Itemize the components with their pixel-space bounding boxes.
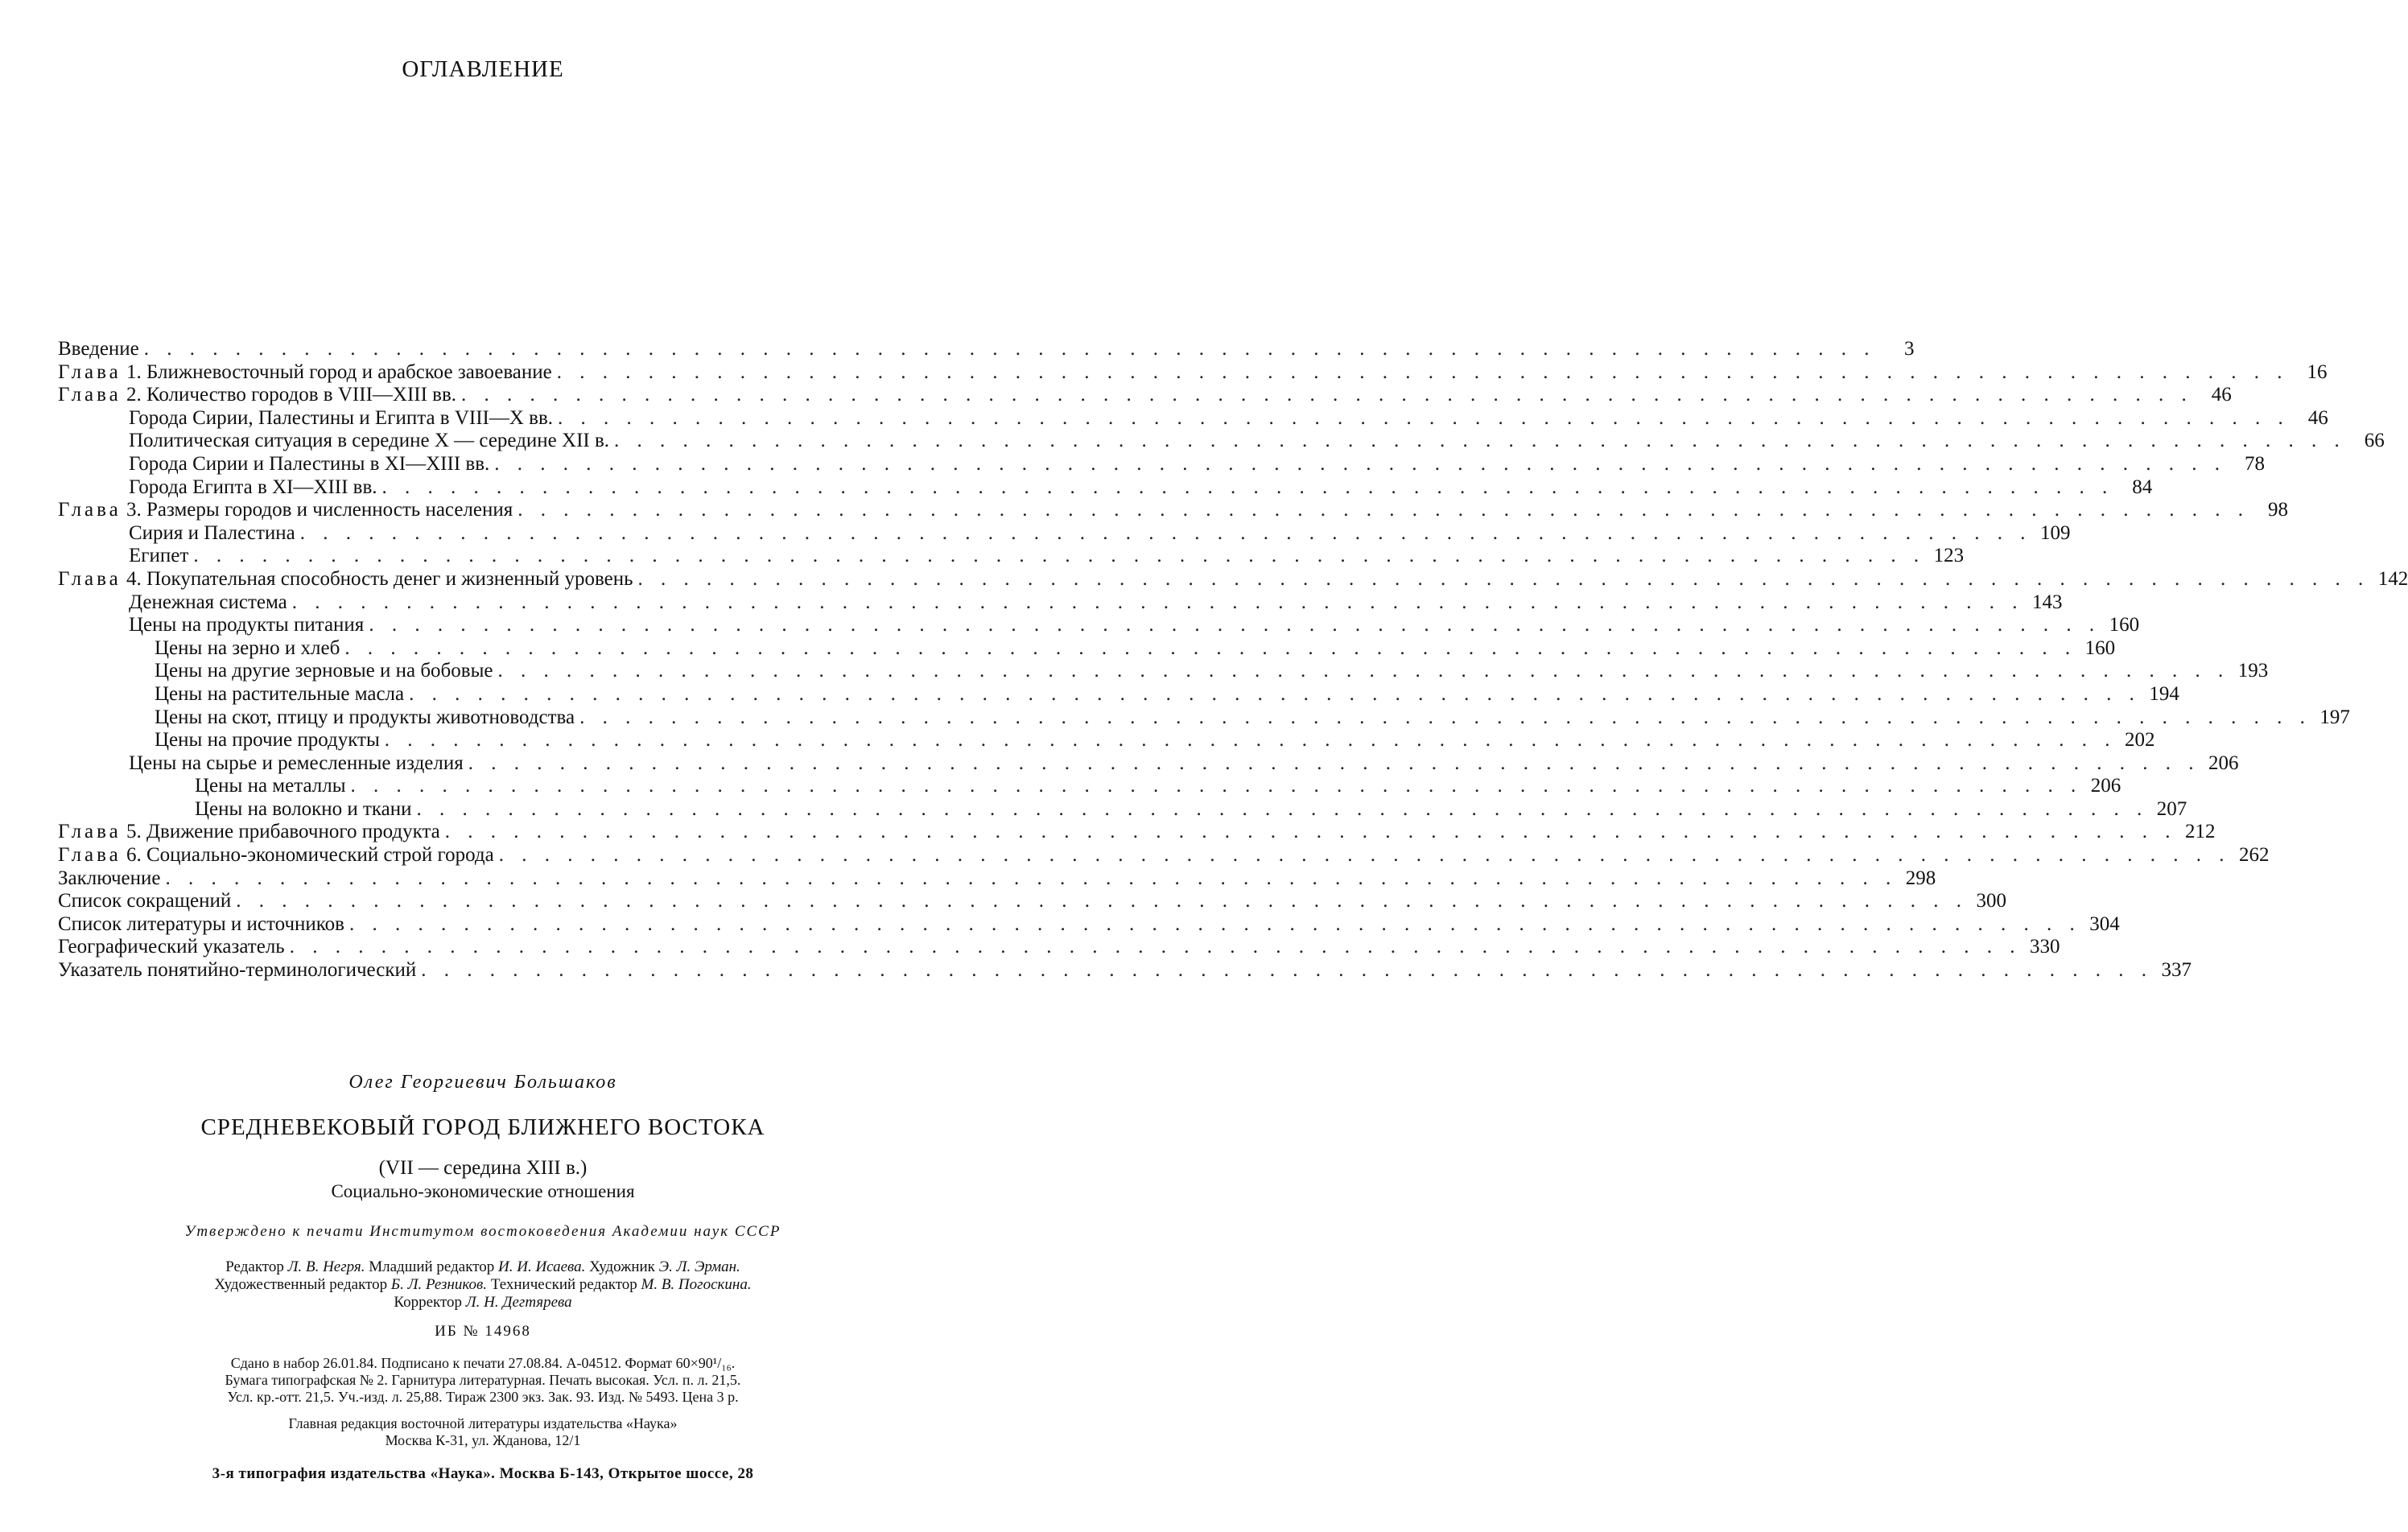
- toc-entry-label: [155, 729, 380, 752]
- credit-role: Технический редактор: [487, 1276, 641, 1293]
- toc-entry: [58, 821, 2216, 844]
- toc-page-number: 337: [2161, 959, 2192, 982]
- toc-leader-dots: [417, 798, 2149, 822]
- toc-entry-label: [129, 545, 188, 568]
- approval-line: Утверждено к печати Институтом востоковедения Академии наук СССР: [184, 1223, 781, 1240]
- toc-leader-dots: [468, 752, 2200, 776]
- toc-entry: [58, 959, 2192, 982]
- toc-entry-text: Цены на зерно и хлеб: [155, 636, 340, 659]
- toc-page-number: 143: [2032, 591, 2063, 613]
- editors-credits: [52, 1258, 913, 1312]
- toc-entry-text: 2. Количество городов в VIII—XIII вв.: [121, 384, 457, 406]
- toc-entry-text: Цены на продукты питания: [129, 614, 365, 636]
- toc-entry-text: Египет: [129, 545, 189, 567]
- toc-page-number: 298: [1905, 867, 1936, 889]
- toc-leader-dots: [344, 637, 2076, 661]
- toc-entry-label: [129, 522, 295, 546]
- toc-entry-label: [58, 568, 633, 591]
- toc-entry-text: Введение: [58, 338, 139, 360]
- toc-entry: [58, 384, 2232, 407]
- toc-leader-dots: [409, 683, 2141, 706]
- toc-entry: [58, 499, 2288, 522]
- toc-entry-label: [129, 407, 553, 430]
- print-details: [52, 1355, 913, 1406]
- toc-entry-text: Список сокращений: [58, 890, 232, 912]
- toc-entry: [58, 406, 2328, 430]
- toc-page-number: 212: [2185, 821, 2216, 843]
- toc-page-number: 160: [2109, 614, 2140, 636]
- toc-leader-dots: [292, 591, 2024, 615]
- toc-entry-label: [58, 936, 285, 959]
- toc-entry-text: Цены на сырье и ремесленные изделия: [129, 752, 464, 774]
- toc-page-number: 207: [2156, 797, 2187, 820]
- toc-page-number: 98: [2268, 499, 2288, 521]
- toc-entry: [58, 614, 2140, 637]
- toc-entry-label: [58, 867, 161, 891]
- toc-leader-dots: [351, 775, 2083, 798]
- toc-leader-dots: [421, 959, 2153, 982]
- toc-heading: ОГЛАВЛЕНИЕ: [402, 56, 564, 82]
- toc-entry: [58, 775, 2121, 798]
- toc-leader-dots: [144, 338, 1876, 361]
- toc-entry-text: Цены на растительные масла: [155, 682, 405, 705]
- toc-chapter-prefix: Глава: [58, 360, 122, 383]
- book-title: СРЕДНЕВЕКОВЫЙ ГОРОД БЛИЖНЕГО ВОСТОКА: [200, 1114, 765, 1140]
- credit-role: Художественный редактор: [214, 1276, 391, 1293]
- imprint-block: [0, 1054, 966, 1483]
- toc-chapter-prefix: Глава: [58, 384, 122, 406]
- toc-entry-label: [129, 430, 609, 453]
- toc-entry: [58, 338, 1915, 361]
- credit-role: Редактор: [225, 1258, 288, 1275]
- toc-entry-text: Денежная система: [129, 591, 287, 613]
- credit-person: Э. Л. Эрман.: [658, 1258, 740, 1275]
- toc-entry: [58, 797, 2187, 822]
- book-subtitle-2: Социально-экономические отношения: [331, 1181, 635, 1201]
- credit-person: Л. В. Негря.: [287, 1258, 365, 1275]
- toc-page-number: 78: [2245, 452, 2266, 475]
- toc-chapter-prefix: Глава: [58, 567, 122, 590]
- toc-entry: [58, 521, 2071, 546]
- credit-person: Л. Н. Дегтярева: [465, 1294, 572, 1311]
- toc-entry: [58, 430, 2385, 453]
- credit-role: Художник: [585, 1258, 659, 1275]
- publisher-info: [0, 1415, 966, 1449]
- toc-leader-dots: [166, 867, 1898, 891]
- toc-chapter-prefix: Глава: [58, 821, 122, 843]
- toc-leader-dots: [445, 821, 2177, 844]
- toc-entry: [58, 636, 2116, 661]
- toc-leader-dots: [499, 844, 2231, 867]
- toc-leader-dots: [236, 890, 1968, 913]
- toc-chapter-prefix: Глава: [58, 499, 122, 521]
- toc-entry-label: [129, 453, 489, 476]
- toc-entry-label: [155, 683, 404, 706]
- toc-leader-dots: [290, 936, 2022, 959]
- toc-leader-dots: [369, 614, 2101, 637]
- toc-page-number: 202: [2125, 729, 2155, 752]
- toc-entry-label: [155, 706, 575, 730]
- toc-entry-label: [58, 913, 344, 937]
- toc-page-number: 206: [2090, 775, 2121, 797]
- toc-leader-dots: [349, 913, 2081, 937]
- print-line: Сдано в набор 26.01.84. Подписано к печати 27.08.84. А-04512. Формат 60×90¹/₁₆.: [230, 1355, 736, 1371]
- toc-entry: [58, 752, 2239, 776]
- toc-entry-text: Цены на скот, птицу и продукты животноводства: [155, 706, 575, 728]
- toc-leader-dots: [558, 407, 2290, 430]
- toc-entry-label: [195, 798, 412, 822]
- print-line: Бумага типографская № 2. Гарнитура литературная. Печать высокая. Усл. п. л. 21,5.: [225, 1372, 741, 1388]
- toc-entry-text: Цены на металлы: [195, 775, 346, 797]
- toc-entry-text: Географический указатель: [58, 936, 285, 958]
- toc-entry: [58, 567, 2408, 591]
- credit-person: Б. Л. Резников.: [390, 1276, 488, 1293]
- credit-role: Корректор: [394, 1294, 466, 1311]
- toc-entry-label: [155, 660, 493, 683]
- toc-entry: [58, 452, 2266, 476]
- toc-entry: [58, 682, 2179, 706]
- credit-person: И. И. Исаева.: [498, 1258, 586, 1275]
- toc-entry-text: Указатель понятийно-терминологический: [58, 959, 417, 982]
- toc-entry: [58, 844, 2270, 867]
- editors-line-1: [52, 1258, 913, 1276]
- toc-entry-text: Города Сирии, Палестины и Египта в VIII—X вв.: [129, 406, 554, 429]
- toc-entry-text: 1. Ближневосточный город и арабское завоевание: [121, 360, 552, 383]
- toc-entry-label: [58, 844, 494, 867]
- toc-entry: [58, 591, 2063, 615]
- toc-page-number: 84: [2132, 476, 2153, 498]
- toc-leader-dots: [497, 660, 2229, 683]
- toc-entry-text: Политическая ситуация в середине X — середине XII в.: [129, 430, 610, 452]
- credit-person: М. В. Погоскина.: [641, 1276, 752, 1293]
- toc-entry-label: [58, 338, 139, 361]
- toc-entry-label: [58, 821, 440, 844]
- toc-page-number: 142: [2377, 567, 2408, 590]
- toc-entry: [58, 936, 2060, 959]
- toc-entry-text: 5. Движение прибавочного продукта: [121, 821, 440, 843]
- toc-page-number: 300: [1976, 890, 2006, 912]
- toc-page-number: 262: [2238, 844, 2270, 867]
- toc-page-number: 193: [2237, 660, 2269, 682]
- toc-page-number: 66: [2364, 430, 2385, 452]
- toc-page-number: 123: [1933, 545, 1965, 567]
- toc-leader-dots: [517, 499, 2249, 522]
- toc-entry: [58, 360, 2328, 385]
- toc-entry-text: 6. Социально-экономический строй города: [121, 844, 494, 867]
- toc-entry-text: Цены на другие зерновые и на бобовые: [155, 660, 493, 682]
- toc-entry-text: Города Египта в XI—XIII вв.: [129, 476, 377, 498]
- editors-line-2: [52, 1276, 913, 1294]
- toc-entry-label: [155, 637, 340, 661]
- toc-entry-label: [129, 752, 464, 776]
- credit-role: Младший редактор: [365, 1258, 498, 1275]
- toc-leader-dots: [614, 430, 2346, 453]
- toc-page-number: 3: [1904, 338, 1915, 360]
- toc-entry: [58, 890, 2006, 913]
- toc-entry-text: Сирия и Палестина: [129, 521, 295, 544]
- toc-entry: [58, 867, 1936, 891]
- typography-info: 3-я типография издательства «Наука». Москва Б-143, Открытое шоссе, 28: [212, 1465, 754, 1482]
- toc-entry-text: 3. Размеры городов и численность населения: [121, 499, 513, 521]
- toc-entry: [58, 912, 2120, 937]
- toc-page-number: 16: [2307, 360, 2328, 383]
- toc-entry-text: Города Сирии и Палестины в XI—XIII вв.: [129, 452, 490, 475]
- toc-leader-dots: [494, 453, 2226, 476]
- author-name: Олег Георгиевич Большаков: [348, 1072, 617, 1093]
- toc-entry-text: 4. Покупательная способность денег и жизненный уровень: [121, 567, 633, 590]
- toc-entry-label: [58, 890, 231, 913]
- toc-entry: [58, 660, 2269, 683]
- toc-entry-label: [129, 591, 287, 615]
- toc-entry-label: [58, 959, 416, 982]
- toc-entry-text: Цены на волокно и ткани: [195, 797, 412, 820]
- toc-leader-dots: [579, 706, 2311, 730]
- toc-entry-text: Заключение: [58, 867, 161, 889]
- publisher-line: Главная редакция восточной литературы издательства «Наука»: [288, 1415, 678, 1431]
- toc-entry-label: [195, 775, 346, 798]
- toc-page-number: 194: [2149, 682, 2179, 705]
- toc-page-number: 206: [2208, 752, 2239, 774]
- toc-entry: [58, 729, 2155, 752]
- ib-number: ИБ № 14968: [435, 1323, 531, 1340]
- toc-leader-dots: [385, 729, 2117, 752]
- toc-entry-label: [58, 384, 456, 407]
- toc-page-number: 160: [2084, 636, 2116, 659]
- toc-leader-dots: [557, 361, 2289, 385]
- toc-page-number: 197: [2319, 706, 2350, 728]
- toc-entry-label: [58, 499, 513, 522]
- toc-entry-label: [129, 614, 364, 637]
- toc-page-number: 330: [2029, 936, 2060, 958]
- toc-entry-text: Список литературы и источников: [58, 912, 344, 935]
- toc-page-number: 46: [2307, 406, 2328, 429]
- toc-page-number: 46: [2211, 384, 2232, 406]
- toc-entry-label: [58, 361, 552, 385]
- toc-leader-dots: [300, 522, 2032, 546]
- toc-entry-text: Цены на прочие продукты: [155, 729, 380, 752]
- toc-entry: [58, 476, 2153, 500]
- toc-leader-dots: [638, 568, 2370, 591]
- publisher-address: Москва К-31, ул. Жданова, 12/1: [385, 1432, 581, 1448]
- toc-leader-dots: [382, 476, 2114, 500]
- toc-leader-dots: [193, 545, 1925, 568]
- toc-leader-dots: [461, 384, 2193, 407]
- book-subtitle: (VII — середина XIII в.): [378, 1157, 588, 1179]
- toc-entry: [58, 545, 1965, 568]
- toc-entry-label: [129, 476, 377, 500]
- toc-chapter-prefix: Глава: [58, 844, 122, 867]
- toc-page-number: 109: [2040, 521, 2071, 544]
- table-of-contents: [58, 338, 2408, 982]
- toc-page-number: 304: [2089, 912, 2120, 935]
- print-line: Усл. кр.-отт. 21,5. Уч.-изд. л. 25,88. Тираж 2300 экз. Зак. 93. Изд. № 5493. Цена 3 р.: [227, 1389, 739, 1405]
- editors-line-3: [52, 1294, 913, 1312]
- toc-entry: [58, 706, 2350, 730]
